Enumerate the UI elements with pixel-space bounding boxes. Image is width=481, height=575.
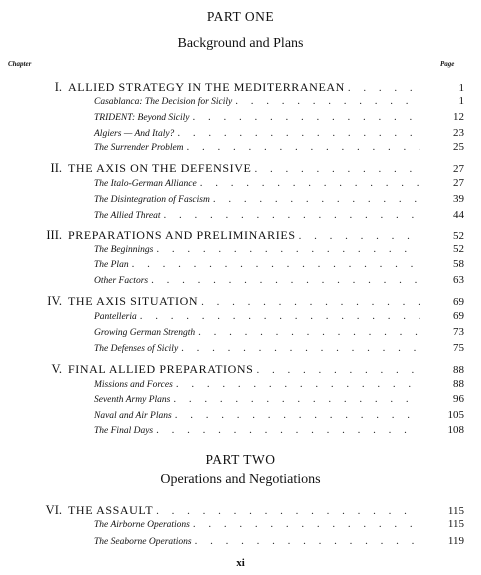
page-number: 58 [453,258,464,270]
dot-leader [200,177,420,189]
toc-section-row [0,258,481,272]
section-title: The Final Days [94,426,154,436]
page-number: 25 [453,141,464,153]
page-number: 52 [453,243,464,255]
section-title: Pantelleria [94,312,137,322]
section-title: The Allied Threat [94,211,161,221]
dot-leader [256,364,420,376]
toc-section-row [0,326,481,340]
section-title: The Plan [94,260,129,270]
page-number: 75 [453,342,464,354]
toc-chapter-row [0,503,481,517]
toc-section-row [0,409,481,423]
part-one-label: PART ONE [206,9,275,24]
dot-leader [187,141,420,153]
page-number: 27 [453,177,464,189]
page-number: 23 [453,127,464,139]
page-column-header: Page [440,60,455,68]
toc-section-row [0,378,481,392]
dot-leader [254,163,420,175]
dot-leader [193,518,420,530]
dot-leader [132,258,420,270]
page-folio: xi [236,557,245,569]
page-number: 73 [453,326,464,338]
toc-section-row [0,243,481,257]
toc-section-row [0,111,481,125]
chapter-title: PREPARATIONS AND PRELIMINARIES [68,228,296,242]
page-number: 1 [458,82,464,94]
section-title: Other Factors [94,276,149,286]
toc-section-row [0,424,481,438]
page-number: 105 [447,409,464,421]
toc-chapter-row [0,228,481,242]
toc-section-row [0,209,481,223]
dot-leader [235,95,420,107]
toc-section-row [0,342,481,356]
page-number: 69 [453,310,464,322]
dot-leader [175,409,420,421]
dot-leader [213,193,420,205]
chapter-number: V. [51,362,62,376]
section-title: Naval and Air Plans [94,411,172,421]
toc-chapter-row [0,161,481,175]
page-number: 12 [453,111,464,123]
toc-section-row [0,393,481,407]
dot-leader [156,243,420,255]
chapter-title: FINAL ALLIED PREPARATIONS [68,362,254,376]
chapter-number: VI. [45,503,62,517]
section-title: Missions and Forces [94,380,173,390]
toc-section-row [0,127,481,141]
page-number: 39 [453,193,464,205]
page-number: 88 [453,378,464,390]
dot-leader [193,111,420,123]
dot-leader [195,535,420,547]
dot-leader [176,378,420,390]
dot-leader [198,326,420,338]
toc-section-row [0,95,481,109]
page-number: 119 [447,535,464,547]
toc-chapter-row [0,362,481,376]
section-title: The Seaborne Operations [94,537,192,547]
dot-leader [151,274,420,286]
toc-section-row [0,141,481,155]
section-title: Casablanca: The Decision for Sicily [94,97,233,107]
section-title: The Italo-German Alliance [94,179,197,189]
dot-leader [156,505,420,517]
dot-leader [177,127,420,139]
toc-section-row [0,274,481,288]
page-number: 115 [447,518,464,530]
page-number: 69 [453,296,464,308]
page-number: 88 [453,364,464,376]
dot-leader [164,209,421,221]
dot-leader [181,342,420,354]
dot-leader [173,393,420,405]
toc-section-row [0,518,481,532]
page-number: 44 [453,209,464,221]
part-one-title: Background and Plans [177,36,304,51]
chapter-column-header: Chapter [8,60,32,68]
section-title: The Surrender Problem [94,143,184,153]
page-number: 96 [453,393,464,405]
chapter-title: ALLIED STRATEGY IN THE MEDITERRANEAN [68,80,345,94]
part-two-title: Operations and Negotiations [160,472,321,487]
chapter-title: THE AXIS ON THE DEFENSIVE [68,161,252,175]
toc-section-row [0,177,481,191]
part-two-label: PART TWO [205,452,276,467]
section-title: The Beginnings [94,245,154,255]
section-title: Algiers — And Italy? [94,129,175,139]
dot-leader [140,310,420,322]
section-title: The Airborne Operations [94,520,190,530]
page-number: 115 [447,505,464,517]
dot-leader [348,82,420,94]
toc-section-row [0,310,481,324]
page-number: 52 [453,230,464,242]
chapter-number: II. [50,161,62,175]
section-title: The Disintegration of Fascism [94,195,210,205]
page-number: 63 [453,274,464,286]
chapter-number: III. [46,228,62,242]
page-number: 1 [458,95,464,107]
page-number: 108 [447,424,464,436]
page-number: 27 [453,163,464,175]
chapter-number: I. [54,80,62,94]
chapter-title: THE AXIS SITUATION [68,294,199,308]
section-title: TRIDENT: Beyond Sicily [94,113,190,123]
section-title: Growing German Strength [94,328,196,338]
chapter-title: THE ASSAULT [68,503,154,517]
toc-section-row [0,193,481,207]
section-title: The Defenses of Sicily [94,344,179,354]
toc-chapter-row [0,294,481,308]
chapter-number: IV. [47,294,62,308]
dot-leader [299,230,420,242]
dot-leader [156,424,420,436]
toc-section-row [0,535,481,549]
dot-leader [201,296,420,308]
section-title: Seventh Army Plans [94,395,171,405]
toc-chapter-row [0,80,481,94]
